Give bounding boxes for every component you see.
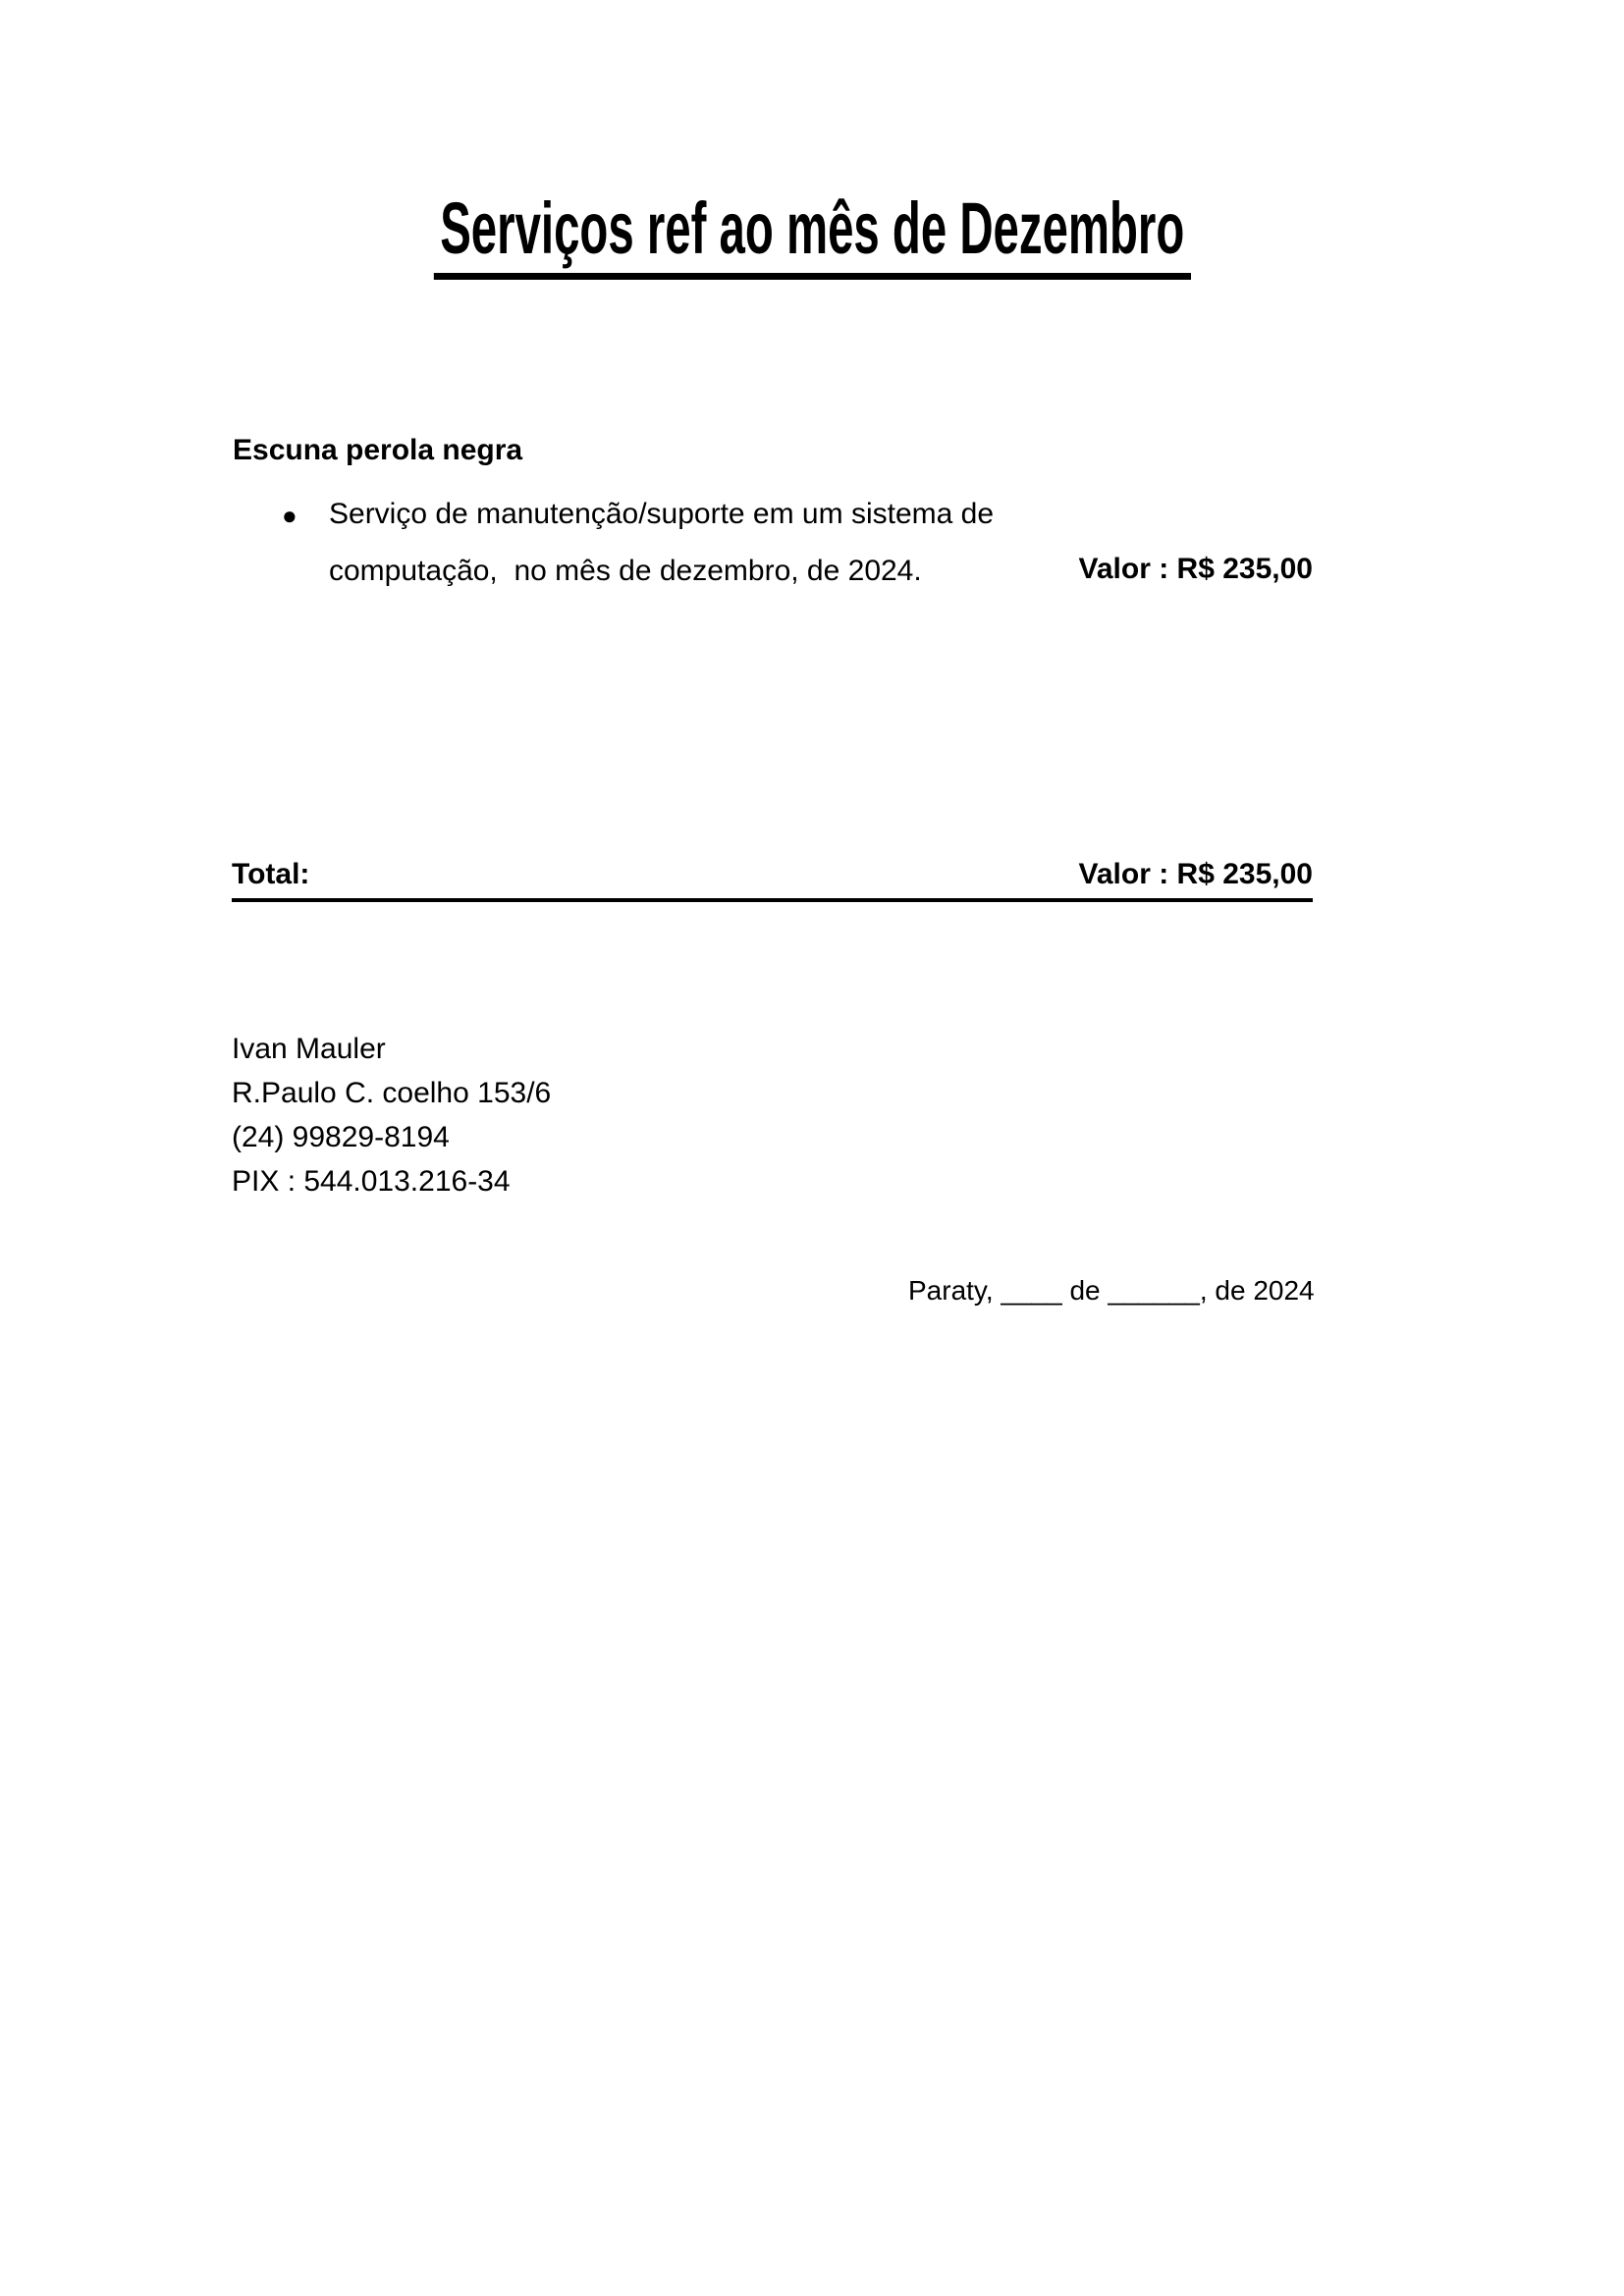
contact-name: Ivan Mauler xyxy=(232,1033,386,1065)
title-container xyxy=(0,187,1624,280)
service-item xyxy=(282,500,994,529)
service-description-line2: computação, no mês de dezembro, de 2024. xyxy=(329,555,922,587)
total-value: Valor : R$ 235,00 xyxy=(1078,858,1313,890)
date-line: Paraty, ____ de ______, de 2024 xyxy=(908,1275,1315,1306)
contact-phone: (24) 99829-8194 xyxy=(232,1121,450,1153)
service-value: Valor : R$ 235,00 xyxy=(1078,553,1313,585)
bullet-icon: ● xyxy=(282,501,298,530)
total-label: Total: xyxy=(232,858,310,890)
service-description-line1: Serviço de manutenção/suporte em um sistema de xyxy=(329,498,995,530)
contact-address: R.Paulo C. coelho 153/6 xyxy=(232,1077,552,1109)
total-row xyxy=(232,860,1313,902)
contact-pix: PIX : 544.013.216-34 xyxy=(232,1165,511,1198)
contact-block xyxy=(232,1027,551,1203)
client-name: Escuna perola negra xyxy=(233,434,523,466)
document-title: Serviços ref ao mês de Dezembro xyxy=(434,192,1191,280)
